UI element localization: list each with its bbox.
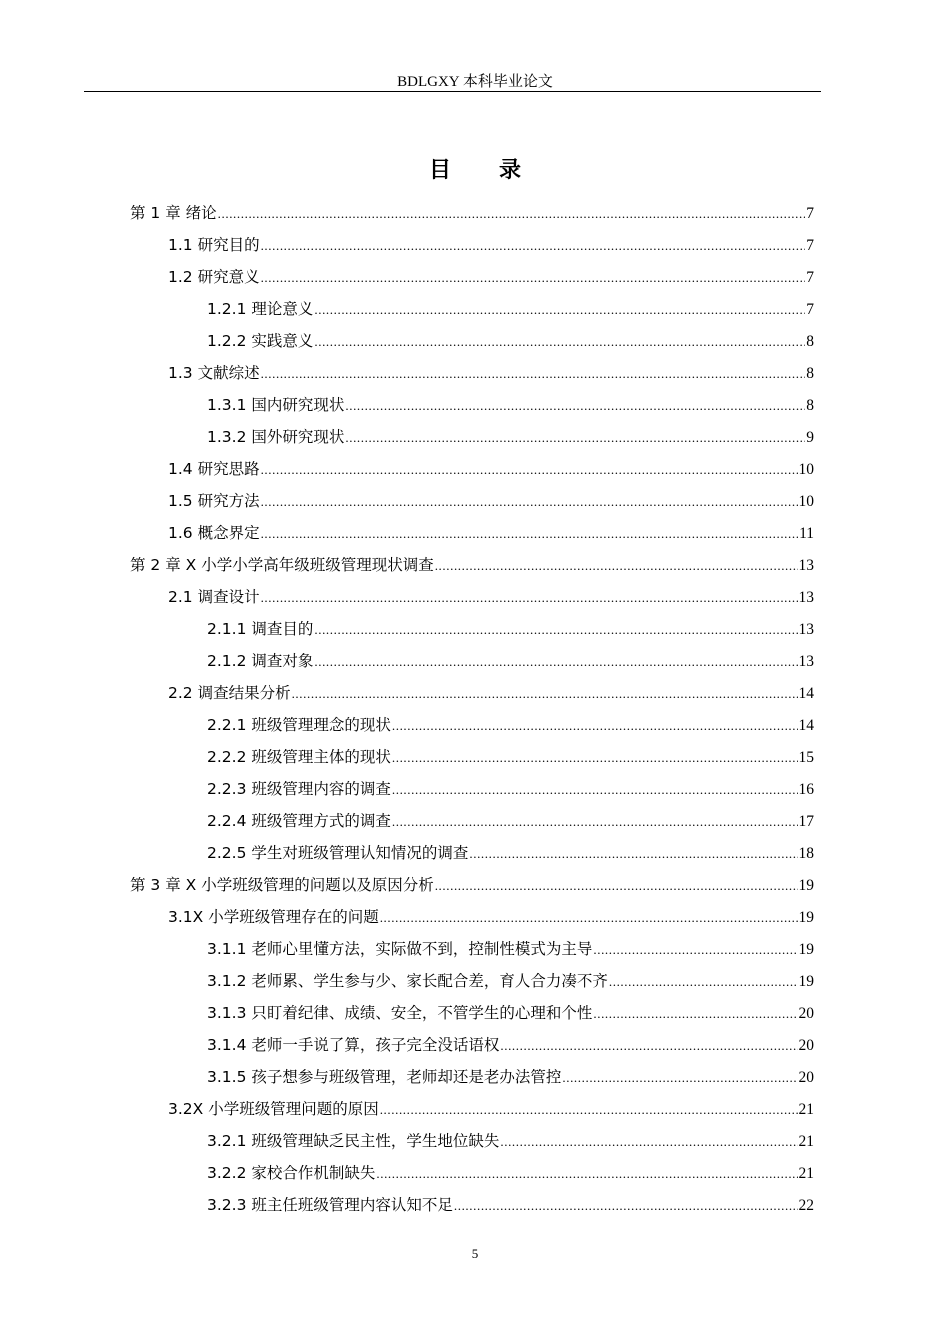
running-header: BDLGXY 本科毕业论文 (397, 74, 553, 90)
toc-entry[interactable] (0, 901, 950, 933)
toc-entry-label: 3.2.2 家校合作机制缺失 (207, 1164, 376, 1182)
toc-dot-leader (454, 1190, 798, 1222)
toc-entry[interactable] (0, 869, 950, 901)
toc-entry[interactable] (0, 741, 950, 773)
toc-dot-leader (292, 678, 798, 710)
toc-entry[interactable] (0, 293, 950, 325)
toc-dot-leader (314, 326, 805, 358)
toc-entry-label: 3.2.3 班主任班级管理内容认知不足 (207, 1196, 453, 1214)
toc-entry-page: 7 (806, 237, 814, 254)
toc-dot-leader (261, 262, 806, 294)
toc-entry-label: 3.1X 小学班级管理存在的问题 (168, 908, 379, 926)
toc-entry-page: 19 (798, 909, 814, 926)
toc-entry-page: 7 (806, 269, 814, 286)
toc-entry-label: 1.1 研究目的 (168, 236, 260, 254)
toc-entry[interactable] (0, 645, 950, 677)
toc-entry[interactable] (0, 1029, 950, 1061)
toc-dot-leader (593, 934, 797, 966)
toc-entry[interactable] (0, 965, 950, 997)
toc-entry[interactable] (0, 485, 950, 517)
toc-title (0, 153, 950, 184)
toc-entry-page: 15 (798, 749, 814, 766)
toc-entry-page: 13 (798, 557, 814, 574)
toc-dot-leader (261, 230, 806, 262)
toc-entry-label: 2.1 调查设计 (168, 588, 260, 606)
toc-entry-label: 1.2.1 理论意义 (207, 300, 314, 318)
toc-entry-label: 2.2.1 班级管理理念的现状 (207, 716, 391, 734)
toc-dot-leader (609, 966, 798, 998)
table-of-contents (0, 197, 950, 1221)
toc-entry-page: 21 (798, 1101, 814, 1118)
toc-entry-page: 13 (798, 653, 814, 670)
toc-dot-leader (435, 870, 798, 902)
toc-entry[interactable] (0, 677, 950, 709)
toc-dot-leader (392, 774, 798, 806)
toc-entry-page: 21 (798, 1165, 814, 1182)
toc-entry[interactable] (0, 453, 950, 485)
toc-entry-page: 8 (806, 397, 814, 414)
toc-entry-page: 13 (798, 589, 814, 606)
toc-dot-leader (392, 742, 798, 774)
toc-entry-page: 18 (798, 845, 814, 862)
toc-entry[interactable] (0, 1125, 950, 1157)
toc-dot-leader (380, 902, 798, 934)
toc-entry[interactable] (0, 1157, 950, 1189)
toc-entry-page: 8 (806, 365, 814, 382)
toc-entry-page: 19 (798, 973, 814, 990)
toc-title-left: 目 (428, 158, 451, 183)
toc-entry-label: 2.2 调查结果分析 (168, 684, 291, 702)
toc-entry[interactable] (0, 933, 950, 965)
toc-entry-page: 10 (798, 493, 814, 510)
toc-dot-leader (435, 550, 798, 582)
toc-dot-leader (314, 294, 805, 326)
toc-dot-leader (261, 518, 798, 550)
toc-entry-label: 1.3 文献综述 (168, 364, 260, 382)
toc-entry-label: 3.1.2 老师累、学生参与少、家长配合差，育人合力凑不齐 (207, 972, 608, 990)
toc-entry[interactable] (0, 581, 950, 613)
toc-dot-leader (345, 422, 805, 454)
toc-entry[interactable] (0, 325, 950, 357)
toc-entry-label: 1.5 研究方法 (168, 492, 260, 510)
toc-entry-page: 19 (798, 877, 814, 894)
toc-entry-page: 8 (806, 333, 814, 350)
toc-entry-label: 1.2 研究意义 (168, 268, 260, 286)
toc-entry-label: 第 3 章 X 小学班级管理的问题以及原因分析 (130, 876, 434, 894)
toc-entry-page: 20 (798, 1037, 814, 1054)
toc-entry[interactable] (0, 1093, 950, 1125)
toc-entry[interactable] (0, 197, 950, 229)
toc-entry-page: 20 (798, 1069, 814, 1086)
toc-entry-page: 17 (798, 813, 814, 830)
toc-dot-leader (562, 1062, 797, 1094)
toc-entry[interactable] (0, 1189, 950, 1221)
toc-dot-leader (345, 390, 805, 422)
toc-entry-label: 第 2 章 X 小学小学高年级班级管理现状调查 (130, 556, 434, 574)
toc-entry-page: 10 (798, 461, 814, 478)
toc-dot-leader (261, 486, 798, 518)
toc-entry[interactable] (0, 357, 950, 389)
toc-entry-page: 11 (799, 525, 814, 542)
toc-entry-page: 22 (798, 1197, 814, 1214)
toc-dot-leader (469, 838, 797, 870)
toc-entry-label: 2.2.4 班级管理方式的调查 (207, 812, 391, 830)
toc-entry[interactable] (0, 1061, 950, 1093)
toc-entry[interactable] (0, 261, 950, 293)
toc-entry-label: 2.1.1 调查目的 (207, 620, 314, 638)
toc-entry-page: 14 (798, 717, 814, 734)
toc-title-right: 录 (499, 158, 522, 183)
toc-dot-leader (261, 582, 798, 614)
toc-dot-leader (314, 646, 797, 678)
toc-entry-label: 2.2.2 班级管理主体的现状 (207, 748, 391, 766)
toc-entry-page: 21 (798, 1133, 814, 1150)
toc-entry-label: 2.2.3 班级管理内容的调查 (207, 780, 391, 798)
toc-entry[interactable] (0, 229, 950, 261)
toc-entry[interactable] (0, 709, 950, 741)
toc-dot-leader (500, 1126, 797, 1158)
toc-dot-leader (376, 1158, 797, 1190)
toc-dot-leader (314, 614, 797, 646)
toc-entry-label: 第 1 章 绪论 (130, 204, 217, 222)
toc-entry-page: 16 (798, 781, 814, 798)
toc-dot-leader (392, 806, 798, 838)
toc-entry[interactable] (0, 517, 950, 549)
toc-entry-page: 19 (798, 941, 814, 958)
toc-dot-leader (392, 710, 798, 742)
header-rule (84, 91, 821, 92)
page-number: 5 (471, 1246, 479, 1261)
toc-entry-page: 13 (798, 621, 814, 638)
toc-entry[interactable] (0, 805, 950, 837)
toc-entry-label: 2.1.2 调查对象 (207, 652, 314, 670)
toc-entry[interactable] (0, 837, 950, 869)
toc-entry-label: 3.2X 小学班级管理问题的原因 (168, 1100, 379, 1118)
toc-entry[interactable] (0, 773, 950, 805)
toc-dot-leader (593, 998, 797, 1030)
toc-entry-label: 3.1.3 只盯着纪律、成绩、安全，不管学生的心理和个性 (207, 1004, 593, 1022)
toc-entry[interactable] (0, 389, 950, 421)
toc-entry[interactable] (0, 421, 950, 453)
toc-entry-label: 1.4 研究思路 (168, 460, 260, 478)
toc-entry[interactable] (0, 613, 950, 645)
toc-entry-label: 3.1.4 老师一手说了算，孩子完全没话语权 (207, 1036, 500, 1054)
toc-entry-label: 1.6 概念界定 (168, 524, 260, 542)
toc-entry[interactable] (0, 549, 950, 581)
toc-entry-page: 7 (806, 205, 814, 222)
toc-entry-label: 3.1.1 老师心里懂方法，实际做不到，控制性模式为主导 (207, 940, 593, 958)
toc-entry-label: 1.2.2 实践意义 (207, 332, 314, 350)
toc-entry-page: 20 (798, 1005, 814, 1022)
toc-dot-leader (500, 1030, 797, 1062)
toc-dot-leader (218, 198, 806, 230)
toc-entry[interactable] (0, 997, 950, 1029)
toc-dot-leader (261, 358, 806, 390)
toc-entry-page: 14 (798, 685, 814, 702)
toc-entry-label: 2.2.5 学生对班级管理认知情况的调查 (207, 844, 469, 862)
toc-entry-label: 3.2.1 班级管理缺乏民主性，学生地位缺失 (207, 1132, 500, 1150)
toc-entry-page: 7 (806, 301, 814, 318)
toc-dot-leader (380, 1094, 798, 1126)
toc-entry-label: 3.1.5 孩子想参与班级管理，老师却还是老办法管控 (207, 1068, 562, 1086)
toc-entry-label: 1.3.2 国外研究现状 (207, 428, 345, 446)
toc-entry-page: 9 (806, 429, 814, 446)
toc-entry-label: 1.3.1 国内研究现状 (207, 396, 345, 414)
toc-dot-leader (261, 454, 798, 486)
